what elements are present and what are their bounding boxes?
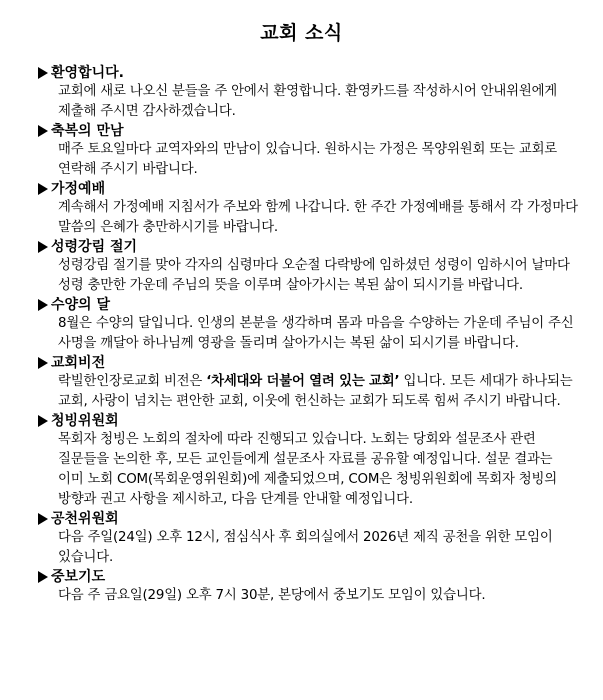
news-item-heading: 성령강림 절기 xyxy=(51,239,138,255)
vision-text-after: 입니다. 모든 세대가 하나되는 교회, 사랑이 넘치는 편안한 교회, 이웃에 헌신하는 교회가 되도록 힘써 주시기 바랍니다. xyxy=(58,374,573,409)
triangle-bullet-icon xyxy=(38,241,48,253)
news-item-welcome xyxy=(38,64,583,122)
news-item-heading: 수양의 달 xyxy=(51,297,110,313)
triangle-bullet-icon xyxy=(38,571,48,583)
news-item-body: 목회자 청빙은 노회의 절차에 따라 진행되고 있습니다. 노회는 당회와 설문조사 관련 질문들을 논의한 후, 모든 교인들에게 설문조사 자료를 공유할 예정입니다. 설문 결과는 이미 노회 COM(목회운영위원회)에 제출되었으며, COM은 청빙위원회에 목회자 청빙의 방향과 권고 사항을 제시하고, 다음 단계를 안내할 예정입니다. xyxy=(58,432,557,507)
vision-emphasis: ‘차세대와 더불어 열려 있는 교회’ xyxy=(206,374,400,389)
news-item-pentecost xyxy=(38,238,583,296)
vision-text-before: 락빌한인장로교회 비전은 xyxy=(58,374,207,389)
news-item-body: 다음 주일(24일) 오후 12시, 점심식사 후 회의실에서 2026년 제직 공천을 위한 모임이 있습니다. xyxy=(58,530,553,565)
news-item-heading: 교회비전 xyxy=(51,355,106,371)
triangle-bullet-icon xyxy=(38,415,48,427)
news-item-heading-row xyxy=(38,296,583,314)
news-item-body: 성령강림 절기를 맞아 각자의 심령마다 오순절 다락방에 임하셨던 성령이 임하시어 날마다 성령 충만한 가운데 주님의 뜻을 이루며 살아가시는 복된 삶이 되시기를 바랍니다. xyxy=(58,258,570,293)
news-item-blessing-meeting xyxy=(38,122,583,180)
triangle-bullet-icon xyxy=(38,67,48,79)
news-list xyxy=(38,64,583,606)
news-item-heading-row xyxy=(38,180,583,198)
news-item-retreat-month xyxy=(38,296,583,354)
news-item-heading-row xyxy=(38,354,583,372)
news-item-heading-row xyxy=(38,412,583,430)
news-item-intercessory-prayer xyxy=(38,568,583,606)
news-item-body: 교회에 새로 나오신 분들을 주 안에서 환영합니다. 환영카드를 작성하시어 안내위원에게 제출해 주시면 감사하겠습니다. xyxy=(58,84,558,119)
news-item-heading: 가정예배 xyxy=(51,181,106,197)
news-item-body: 8월은 수양의 달입니다. 인생의 본분을 생각하며 몸과 마음을 수양하는 가운데 주님이 주신 사명을 깨달아 하나님께 영광을 돌리며 살아가시는 복된 삶이 되시기를 바랍니다. xyxy=(58,316,574,351)
news-item-heading: 공천위원회 xyxy=(51,511,119,527)
page-title: 교회 소식 xyxy=(260,22,343,44)
news-item-heading: 축복의 만남 xyxy=(51,123,124,139)
news-item-body: 계속해서 가정예배 지침서가 주보와 함께 나갑니다. 한 주간 가정예배를 통해서 각 가정마다 말씀의 은혜가 충만하시기를 바랍니다. xyxy=(58,200,578,235)
news-item-heading-row xyxy=(38,510,583,528)
news-item-heading: 중보기도 xyxy=(51,569,106,585)
news-item-body: 다음 주 금요일(29일) 오후 7시 30분, 본당에서 중보기도 모임이 있습니다. xyxy=(58,588,486,603)
news-item-family-worship xyxy=(38,180,583,238)
news-item-church-vision xyxy=(38,354,583,412)
news-item-body xyxy=(58,372,580,412)
news-item-heading: 청빙위원회 xyxy=(51,413,119,429)
triangle-bullet-icon xyxy=(38,299,48,311)
news-item-heading-row xyxy=(38,568,583,586)
triangle-bullet-icon xyxy=(38,357,48,369)
triangle-bullet-icon xyxy=(38,513,48,525)
news-item-search-committee xyxy=(38,412,583,510)
news-item-heading: 환영합니다. xyxy=(51,65,124,81)
news-item-heading-row xyxy=(38,122,583,140)
triangle-bullet-icon xyxy=(38,183,48,195)
triangle-bullet-icon xyxy=(38,125,48,137)
news-item-heading-row xyxy=(38,64,583,82)
news-item-heading-row xyxy=(38,238,583,256)
news-item-nominating-committee xyxy=(38,510,583,568)
news-item-body: 매주 토요일마다 교역자와의 만남이 있습니다. 원하시는 가정은 목양위원회 또는 교회로 연락해 주시기 바랍니다. xyxy=(58,142,558,177)
